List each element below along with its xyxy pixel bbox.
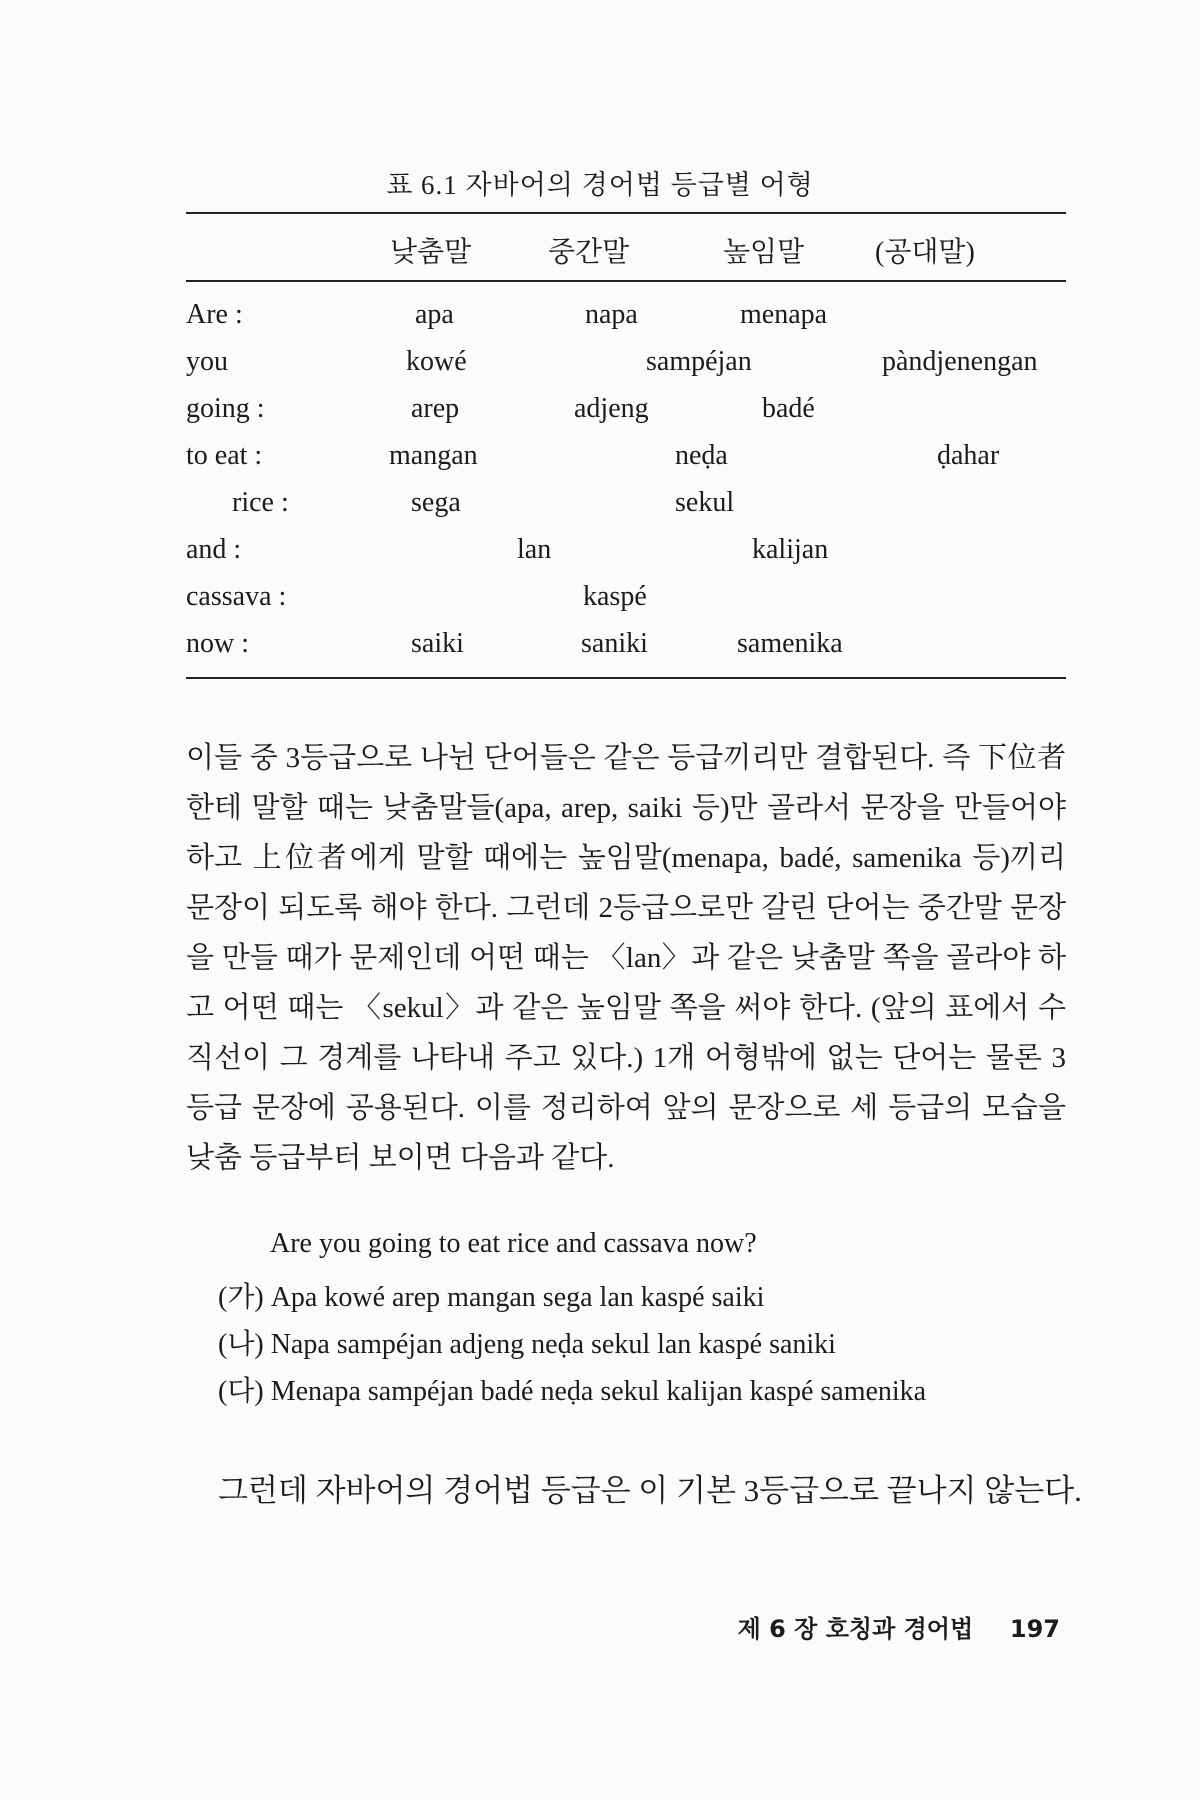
table-top-rule xyxy=(186,212,1066,214)
row-label: now : xyxy=(186,628,249,659)
page-number: 197 xyxy=(1009,1615,1060,1643)
table-cell: menapa xyxy=(740,299,828,330)
table-cell: sekul xyxy=(675,487,735,518)
table-cell: sega xyxy=(411,487,461,518)
row-label: Are : xyxy=(186,299,243,330)
closing-sentence: 그런데 자바어의 경어법 등급은 이 기본 3등급으로 끝나지 않는다. xyxy=(218,1473,1082,1508)
table-cell: badé xyxy=(762,393,815,424)
body-paragraph: 이들 중 3등급으로 나뉜 단어들은 같은 등급끼리만 결합된다. 즉 下位者한테 말할 때는 낮춤말들(apa, arep, saiki 등)만 골라서 문장을 만들어야 하고 上位者에게 말할 때에는 높임말(menapa, badé, samenika 등)끼리 문장이 되도록 해야 한다. 그런데 2등급으로만 갈린 단어는 중간말 문장을 만들 때가 문제인데 어떤 때는 〈lan〉과 같은 낮춤말 쪽을 골라야 하고 어떤 때는 〈sekul〉과 같은 높임말 쪽을 써야 한다. (앞의 표에서 수직선이 그 경계를 나타내 주고 있다.) 1개 어형밖에 없는 단어는 물론 3등급 문장에 공용된다. 이를 정리하여 앞의 문장으로 세 등급의 모습을 낮춤 등급부터 보이면 다음과 같다. xyxy=(186,742,1066,1174)
table-cell: neḍa xyxy=(675,440,728,471)
example-middle-level: (나) Napa sampéjan adjeng neḍa sekul lan kaspé saniki xyxy=(218,1329,836,1360)
table-cell: adjeng xyxy=(574,393,649,424)
row-label: to eat : xyxy=(186,440,263,471)
example-high-level: (다) Menapa sampéjan badé neḍa sekul kalijan kaspé samenika xyxy=(218,1376,927,1407)
table-cell: kowé xyxy=(406,346,467,377)
example-low-level: (가) Apa kowé arep mangan sega lan kaspé saiki xyxy=(218,1282,765,1313)
header-low-speech: 낮춤말 xyxy=(390,237,472,268)
table-cell: saniki xyxy=(581,628,648,659)
table-caption: 표 6.1 자바어의 경어법 등급별 어형 xyxy=(386,170,814,200)
table-bottom-rule xyxy=(186,677,1066,679)
row-label: cassava : xyxy=(186,581,287,612)
row-label: going : xyxy=(186,393,265,424)
table-cell: kalijan xyxy=(752,534,829,565)
row-label: and : xyxy=(186,534,242,565)
table-cell: samenika xyxy=(737,628,843,659)
header-high-speech: 높임말 xyxy=(723,237,805,268)
table-cell: arep xyxy=(411,393,460,424)
header-honorific-speech: (공대말) xyxy=(875,237,975,268)
header-middle-speech: 중간말 xyxy=(548,237,630,268)
row-label: you xyxy=(186,346,228,377)
table-cell: pàndjenengan xyxy=(882,346,1038,377)
example-english-sentence: Are you going to eat rice and cassava now? xyxy=(270,1228,757,1259)
table-cell: ḍahar xyxy=(937,440,1000,471)
page-footer xyxy=(738,1609,1060,1644)
chapter-title: 제 6 장 호칭과 경어법 xyxy=(737,1615,974,1643)
table-cell: sampéjan xyxy=(646,346,752,377)
row-label: rice : xyxy=(232,487,289,518)
table-cell: napa xyxy=(585,299,638,330)
table-cell: lan xyxy=(517,534,552,565)
table-cell: apa xyxy=(415,299,454,330)
table-cell: kaspé xyxy=(583,581,647,612)
table-header-rule xyxy=(186,280,1066,282)
table-cell: mangan xyxy=(389,440,478,471)
table-cell: saiki xyxy=(411,628,464,659)
